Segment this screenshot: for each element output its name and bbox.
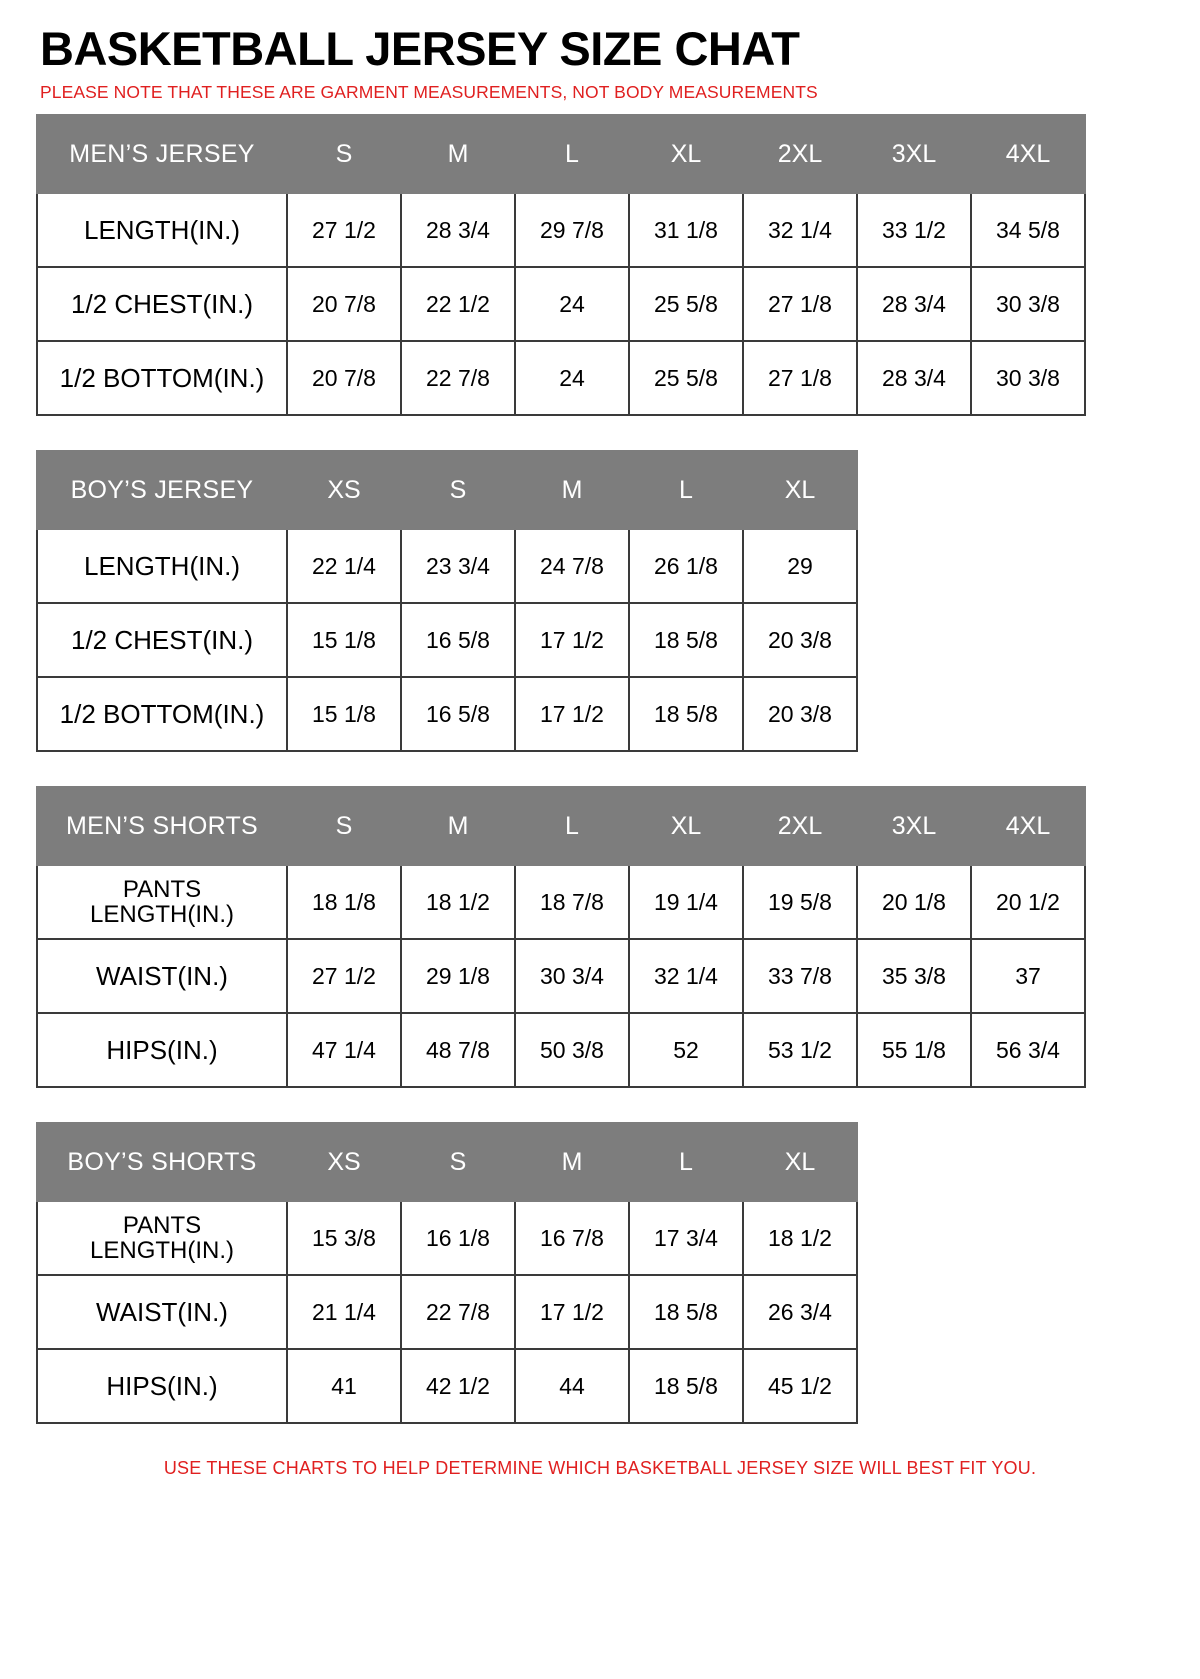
table-header-row	[37, 1123, 857, 1201]
size-header-cell: M	[515, 1123, 629, 1201]
row-label-line1: PANTS	[122, 875, 202, 903]
measure-cell: 20 7/8	[287, 341, 401, 415]
table-row	[37, 677, 857, 751]
row-label-line1: PANTS	[122, 1211, 202, 1239]
measure-cell: 17 1/2	[515, 1275, 629, 1349]
measure-cell: 28 3/4	[857, 267, 971, 341]
measure-cell: 20 3/8	[743, 677, 857, 751]
measure-cell: 18 5/8	[629, 1349, 743, 1423]
table-row	[37, 267, 1085, 341]
measure-cell: 18 5/8	[629, 603, 743, 677]
measure-cell: 16 1/8	[401, 1201, 515, 1275]
measure-cell: 18 1/2	[743, 1201, 857, 1275]
table-row	[37, 193, 1085, 267]
measure-cell: 15 3/8	[287, 1201, 401, 1275]
measure-cell: 32 1/4	[743, 193, 857, 267]
measure-cell: 16 5/8	[401, 603, 515, 677]
measure-cell: 28 3/4	[857, 341, 971, 415]
measure-cell: 29	[743, 529, 857, 603]
size-header-cell: 4XL	[971, 115, 1085, 193]
measure-cell: 33 1/2	[857, 193, 971, 267]
measure-cell: 30 3/8	[971, 341, 1085, 415]
measure-cell: 16 7/8	[515, 1201, 629, 1275]
measure-cell: 31 1/8	[629, 193, 743, 267]
measure-cell: 17 1/2	[515, 603, 629, 677]
size-header-cell: XL	[743, 1123, 857, 1201]
row-label	[37, 865, 287, 939]
size-header-cell: XL	[629, 787, 743, 865]
size-header-cell: L	[515, 115, 629, 193]
size-header-cell: S	[401, 451, 515, 529]
measure-cell: 18 5/8	[629, 1275, 743, 1349]
row-label: HIPS(IN.)	[37, 1349, 287, 1423]
measure-cell: 42 1/2	[401, 1349, 515, 1423]
size-header-cell: 3XL	[857, 115, 971, 193]
table-boys-jersey	[36, 450, 858, 752]
row-label: LENGTH(IN.)	[37, 529, 287, 603]
measure-cell: 16 5/8	[401, 677, 515, 751]
measure-cell: 33 7/8	[743, 939, 857, 1013]
row-label: HIPS(IN.)	[37, 1013, 287, 1087]
measure-cell: 15 1/8	[287, 677, 401, 751]
measure-cell: 52	[629, 1013, 743, 1087]
size-header-cell: S	[287, 115, 401, 193]
measure-cell: 41	[287, 1349, 401, 1423]
measure-cell: 19 5/8	[743, 865, 857, 939]
measure-cell: 15 1/8	[287, 603, 401, 677]
measure-cell: 24 7/8	[515, 529, 629, 603]
measure-cell: 45 1/2	[743, 1349, 857, 1423]
measure-cell: 55 1/8	[857, 1013, 971, 1087]
measure-cell: 24	[515, 341, 629, 415]
size-header-cell: L	[629, 451, 743, 529]
measure-cell: 53 1/2	[743, 1013, 857, 1087]
table-row	[37, 603, 857, 677]
measure-cell: 19 1/4	[629, 865, 743, 939]
size-header-cell: 2XL	[743, 115, 857, 193]
table-row	[37, 341, 1085, 415]
measure-cell: 20 7/8	[287, 267, 401, 341]
measure-cell: 20 3/8	[743, 603, 857, 677]
measure-cell: 18 7/8	[515, 865, 629, 939]
size-header-cell: L	[629, 1123, 743, 1201]
size-header-cell: M	[401, 115, 515, 193]
size-header-cell: M	[401, 787, 515, 865]
row-label: WAIST(IN.)	[37, 939, 287, 1013]
footer-note: USE THESE CHARTS TO HELP DETERMINE WHICH BASKETBALL JERSEY SIZE WILL BEST FIT YOU.	[163, 1458, 1037, 1479]
measure-cell: 48 7/8	[401, 1013, 515, 1087]
measure-cell: 27 1/8	[743, 267, 857, 341]
table-row	[37, 529, 857, 603]
size-header-cell: S	[287, 787, 401, 865]
table-row	[37, 865, 1085, 939]
table-mens-shorts	[36, 786, 1086, 1088]
measure-cell: 22 7/8	[401, 1275, 515, 1349]
size-header-cell: XS	[287, 451, 401, 529]
measure-cell: 26 1/8	[629, 529, 743, 603]
measure-cell: 29 1/8	[401, 939, 515, 1013]
size-header-cell: 3XL	[857, 787, 971, 865]
row-label: LENGTH(IN.)	[37, 193, 287, 267]
measure-cell: 18 5/8	[629, 677, 743, 751]
measure-cell: 34 5/8	[971, 193, 1085, 267]
measure-cell: 30 3/4	[515, 939, 629, 1013]
table-row	[37, 1349, 857, 1423]
measure-cell: 44	[515, 1349, 629, 1423]
measure-cell: 26 3/4	[743, 1275, 857, 1349]
row-label-line2: LENGTH(IN.)	[90, 1237, 234, 1265]
row-label-line2: LENGTH(IN.)	[90, 901, 234, 929]
measure-cell: 27 1/2	[287, 193, 401, 267]
measure-cell: 27 1/8	[743, 341, 857, 415]
page-title: BASKETBALL JERSEY SIZE CHAT	[40, 22, 800, 75]
measure-cell: 22 1/4	[287, 529, 401, 603]
table-header-label: MEN’S JERSEY	[37, 115, 287, 193]
table-header-row	[37, 451, 857, 529]
size-header-cell: S	[401, 1123, 515, 1201]
row-label: 1/2 BOTTOM(IN.)	[37, 341, 287, 415]
row-label: 1/2 CHEST(IN.)	[37, 603, 287, 677]
measure-cell: 30 3/8	[971, 267, 1085, 341]
table-header-row	[37, 115, 1085, 193]
measure-cell: 47 1/4	[287, 1013, 401, 1087]
table-header-label: BOY’S JERSEY	[37, 451, 287, 529]
measure-cell: 25 5/8	[629, 341, 743, 415]
measure-cell: 20 1/8	[857, 865, 971, 939]
measure-cell: 50 3/8	[515, 1013, 629, 1087]
size-header-cell: 4XL	[971, 787, 1085, 865]
size-header-cell: M	[515, 451, 629, 529]
row-label: 1/2 CHEST(IN.)	[37, 267, 287, 341]
size-header-cell: XL	[629, 115, 743, 193]
measure-cell: 20 1/2	[971, 865, 1085, 939]
measure-cell: 22 7/8	[401, 341, 515, 415]
table-header-label: BOY’S SHORTS	[37, 1123, 287, 1201]
size-header-cell: 2XL	[743, 787, 857, 865]
row-label: 1/2 BOTTOM(IN.)	[37, 677, 287, 751]
measure-cell: 18 1/8	[287, 865, 401, 939]
table-header-row	[37, 787, 1085, 865]
measure-cell: 25 5/8	[629, 267, 743, 341]
measure-cell: 35 3/8	[857, 939, 971, 1013]
row-label: WAIST(IN.)	[37, 1275, 287, 1349]
measure-cell: 23 3/4	[401, 529, 515, 603]
measure-cell: 32 1/4	[629, 939, 743, 1013]
measure-cell: 17 1/2	[515, 677, 629, 751]
table-row	[37, 939, 1085, 1013]
measure-cell: 29 7/8	[515, 193, 629, 267]
row-label	[37, 1201, 287, 1275]
measurement-note: PLEASE NOTE THAT THESE ARE GARMENT MEASUREMENTS, NOT BODY MEASUREMENTS	[40, 82, 818, 103]
measure-cell: 56 3/4	[971, 1013, 1085, 1087]
table-mens-jersey	[36, 114, 1086, 416]
measure-cell: 28 3/4	[401, 193, 515, 267]
measure-cell: 37	[971, 939, 1085, 1013]
table-row	[37, 1201, 857, 1275]
measure-cell: 18 1/2	[401, 865, 515, 939]
measure-cell: 17 3/4	[629, 1201, 743, 1275]
table-row	[37, 1013, 1085, 1087]
table-boys-shorts	[36, 1122, 858, 1424]
measure-cell: 27 1/2	[287, 939, 401, 1013]
size-header-cell: L	[515, 787, 629, 865]
table-row	[37, 1275, 857, 1349]
measure-cell: 22 1/2	[401, 267, 515, 341]
size-header-cell: XS	[287, 1123, 401, 1201]
measure-cell: 24	[515, 267, 629, 341]
size-header-cell: XL	[743, 451, 857, 529]
table-header-label: MEN’S SHORTS	[37, 787, 287, 865]
measure-cell: 21 1/4	[287, 1275, 401, 1349]
